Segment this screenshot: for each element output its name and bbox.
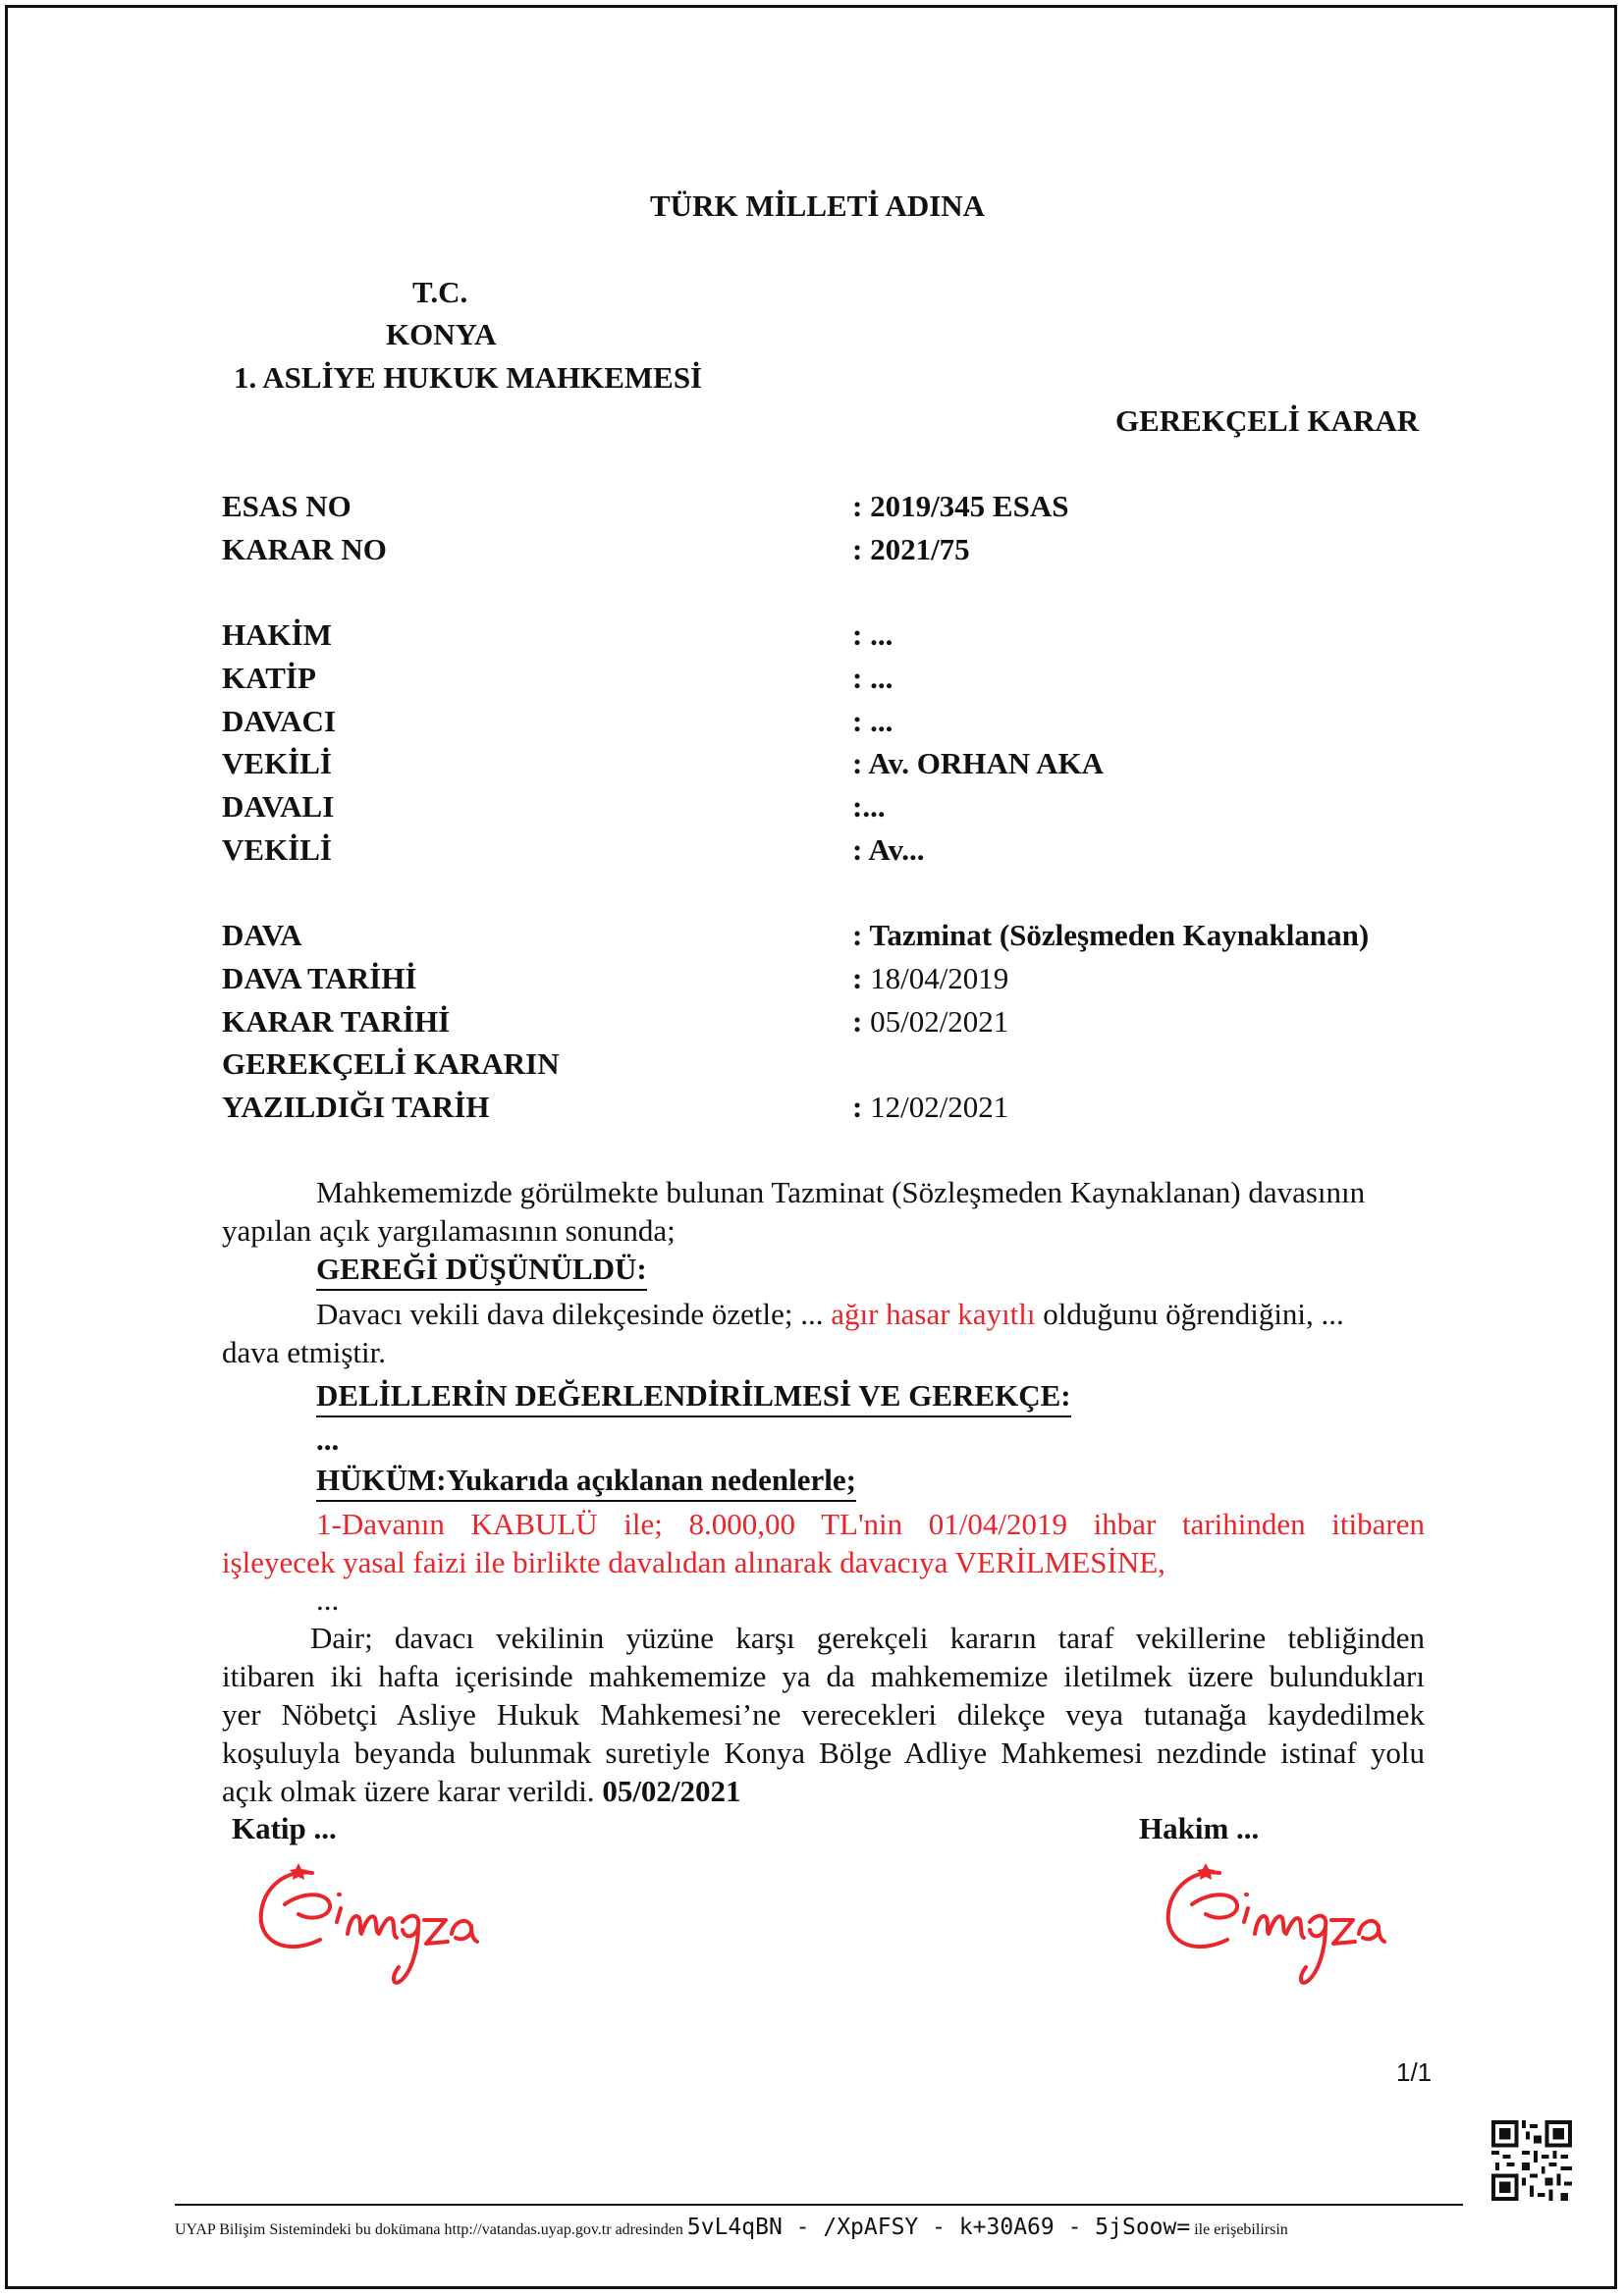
field-label-dava: DAVA bbox=[222, 918, 302, 952]
field-value-davali-vekili: : Av... bbox=[852, 832, 925, 867]
paragraph-claim-line1 bbox=[316, 1297, 1344, 1332]
e-signature-stamp-left bbox=[244, 1843, 479, 1991]
ruling-line2: işleyecek yasal faizi ile birlikte davalıdan alınarak davacıya VERİLMESİNE, bbox=[222, 1545, 1165, 1579]
claim-text-highlight: ağır hasar kayıtlı bbox=[831, 1297, 1036, 1331]
decision-date: 05/02/2021 bbox=[602, 1774, 741, 1808]
date-value: 18/04/2019 bbox=[870, 961, 1009, 995]
city-heading: KONYA bbox=[386, 317, 497, 351]
colon: : bbox=[852, 1090, 863, 1124]
page-number: 1/1 bbox=[1396, 2057, 1433, 2087]
qr-code-icon bbox=[1491, 2120, 1572, 2201]
heading-deliller-gerekce: DELİLLERİN DEĞERLENDİRİLMESİ VE GEREKÇE: bbox=[316, 1378, 1071, 1417]
field-value-karar-tarihi bbox=[852, 1004, 1008, 1040]
footer-suffix: ile erişebilirsin bbox=[1194, 2221, 1288, 2238]
field-value-katip: : ... bbox=[852, 661, 893, 695]
verification-code: 5vL4qBN - /XpAFSY - k+30A69 - 5jSoow= bbox=[686, 2215, 1191, 2240]
colon: : bbox=[852, 1004, 863, 1039]
closing-line3: yer Nöbetçi Asliye Hukuk Mahkemesi’ne verecekleri dilekçe veya tutanağa kaydedilmek bbox=[222, 1697, 1425, 1732]
heading-geregi-dusunuldu: GEREĞİ DÜŞÜNÜLDÜ: bbox=[316, 1252, 647, 1291]
nation-heading: TÜRK MİLLETİ ADINA bbox=[650, 188, 986, 223]
field-label-davaci: DAVACI bbox=[222, 704, 337, 738]
closing-line1: Dair; davacı vekilinin yüzüne karşı gerekçeli kararın taraf vekillerine tebliğinden bbox=[310, 1621, 1425, 1655]
evidence-ellipsis: ... bbox=[316, 1422, 340, 1457]
field-label-davali-vekili: VEKİLİ bbox=[222, 832, 332, 867]
field-value-karar-no: : 2021/75 bbox=[852, 532, 970, 566]
field-value-hakim: : ... bbox=[852, 617, 893, 652]
field-label-yazildigi-tarih: YAZILDIĞI TARİH bbox=[222, 1090, 490, 1124]
ruling-line1: 1-Davanın KABULÜ ile; 8.000,00 TL'nin 01/04/2019 ihbar tarihinden itibaren bbox=[316, 1507, 1425, 1541]
paragraph-claim-line2: dava etmiştir. bbox=[222, 1335, 387, 1369]
field-value-dava-tarihi bbox=[852, 961, 1008, 996]
field-label-hakim: HAKİM bbox=[222, 617, 332, 652]
signature-label-katip: Katip ... bbox=[232, 1811, 337, 1845]
signature-label-hakim: Hakim ... bbox=[1139, 1811, 1260, 1845]
document-type: GEREKÇELİ KARAR bbox=[1115, 403, 1420, 438]
claim-text-a: Davacı vekili dava dilekçesinde özetle; ... bbox=[316, 1297, 832, 1331]
field-label-karar-tarihi: KARAR TARİHİ bbox=[222, 1004, 451, 1039]
field-label-davaci-vekili: VEKİLİ bbox=[222, 746, 332, 780]
closing-line4: koşuluyla beyanda bulunmak suretiyle Konya Bölge Adliye Mahkemesi nezdinde istinaf yolu bbox=[222, 1735, 1425, 1770]
field-value-davaci: : ... bbox=[852, 704, 893, 738]
paragraph-intro-line1: Mahkememizde görülmekte bulunan Tazminat (Sözleşmeden Kaynaklanan) davasının bbox=[316, 1175, 1366, 1209]
footer-verification bbox=[175, 2215, 1288, 2240]
field-value-davali: :... bbox=[852, 789, 886, 824]
closing-line2: itibaren iki hafta içerisinde mahkememize ya da mahkememize iletilmek üzere bulundukları bbox=[222, 1659, 1425, 1693]
field-value-dava: : Tazminat (Sözleşmeden Kaynaklanan) bbox=[852, 918, 1370, 952]
field-label-katip: KATİP bbox=[222, 661, 316, 695]
field-value-davaci-vekili: : Av. ORHAN AKA bbox=[852, 746, 1105, 780]
tc-heading: T.C. bbox=[412, 275, 468, 309]
closing-text: açık olmak üzere karar verildi. bbox=[222, 1774, 603, 1808]
court-name: 1. ASLİYE HUKUK MAHKEMESİ bbox=[234, 360, 703, 395]
field-label-karar-no: KARAR NO bbox=[222, 532, 387, 566]
field-label-dava-tarihi: DAVA TARİHİ bbox=[222, 961, 417, 995]
heading-hukum: HÜKÜM:Yukarıda açıklanan nedenlerle; bbox=[316, 1463, 856, 1502]
closing-line5 bbox=[222, 1774, 741, 1809]
field-label-gerekceli-kararin: GEREKÇELİ KARARIN bbox=[222, 1046, 560, 1081]
e-signature-stamp-right bbox=[1151, 1843, 1386, 1991]
colon: : bbox=[852, 961, 863, 995]
ruling-ellipsis: ... bbox=[316, 1582, 340, 1617]
field-label-davali: DAVALI bbox=[222, 789, 335, 824]
paragraph-intro-line2: yapılan açık yargılamasının sonunda; bbox=[222, 1213, 676, 1248]
claim-text-b: olduğunu öğrendiğini, ... bbox=[1035, 1297, 1344, 1331]
field-value-yazildigi-tarih bbox=[852, 1090, 1008, 1125]
field-label-esas-no: ESAS NO bbox=[222, 489, 352, 523]
footer-prefix: UYAP Bilişim Sistemindeki bu dokümana http://vatandas.uyap.gov.tr adresinden bbox=[175, 2221, 683, 2238]
footer-divider bbox=[175, 2204, 1463, 2206]
date-value: 05/02/2021 bbox=[870, 1004, 1009, 1039]
date-value: 12/02/2021 bbox=[870, 1090, 1009, 1124]
field-value-esas-no: : 2019/345 ESAS bbox=[852, 489, 1069, 523]
